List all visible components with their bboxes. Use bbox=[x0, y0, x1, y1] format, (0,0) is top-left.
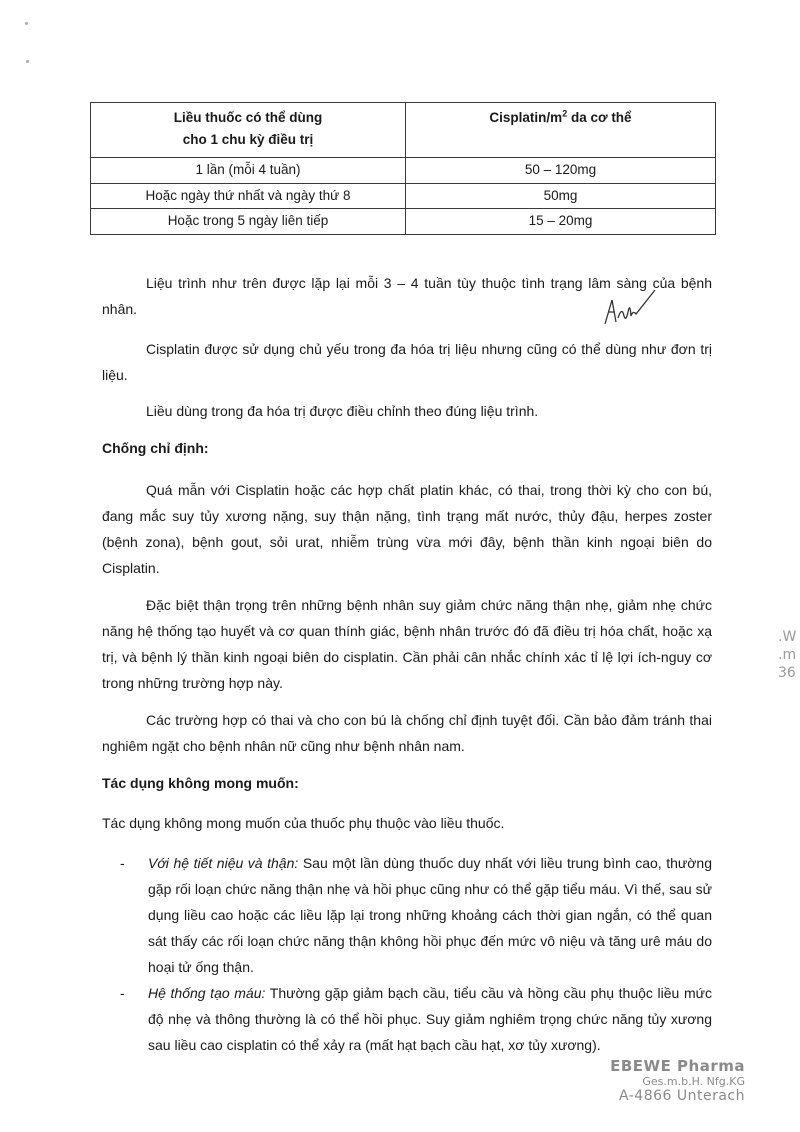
paragraph-side-effects-intro: Tác dụng không mong muốn của thuốc phụ thuộc vào liều thuốc. bbox=[102, 815, 505, 831]
edge-mark: .W bbox=[778, 629, 797, 645]
list-item bbox=[120, 850, 712, 980]
dose-cell: 15 – 20mg bbox=[406, 209, 716, 235]
header-schedule-line2: cho 1 chu kỳ điều trị bbox=[182, 132, 314, 147]
header-schedule-line1: Liều thuốc có thể dùng bbox=[173, 110, 323, 125]
paragraph-contraindications: Quá mẫn với Cisplatin hoặc các hợp chất platin khác, có thai, trong thời kỳ cho con bú, đang mắc suy tủy xương nặng, suy thận nặng, tình trạng mất nước, thủy đậu, herpes zoster (bệnh zona), bệnh gout, sỏi urat, nhiễm trùng vừa mới đây, bệnh thần kinh ngoại biên do Cisplatin. bbox=[102, 482, 712, 576]
table-header-dose bbox=[406, 103, 716, 158]
edge-mark: .m bbox=[778, 647, 797, 663]
paragraph-pregnancy: Các trường hợp có thai và cho con bú là chống chỉ định tuyệt đối. Cần bảo đảm tránh thai nghiêm ngặt cho bệnh nhân nữ cũng như bệnh nhân nam. bbox=[102, 712, 712, 754]
header-dose-prefix: Cisplatin/m bbox=[489, 110, 563, 125]
edge-mark: 36 bbox=[778, 665, 796, 681]
stamp-company-name: EBEWE Pharma bbox=[610, 1057, 745, 1075]
heading-side-effects: Tác dụng không mong muốn: bbox=[102, 775, 299, 791]
paragraph-monotherapy: Cisplatin được sử dụng chủ yếu trong đa hóa trị liệu nhưng cũng có thể dùng như đơn trị liệu. bbox=[102, 341, 712, 383]
stamp-company-form: Ges.m.b.H. Nfg.KG bbox=[642, 1075, 745, 1088]
dose-cell: 50mg bbox=[406, 183, 716, 209]
dosage-table bbox=[90, 102, 716, 235]
list-item bbox=[120, 980, 712, 1058]
handwritten-signature bbox=[600, 282, 660, 332]
bullet-lead: Với hệ tiết niệu và thận: bbox=[148, 855, 299, 871]
scan-dot bbox=[26, 60, 29, 63]
bullet-text: Thường gặp giảm bạch cầu, tiểu cầu và hồng cầu phụ thuộc liều mức độ nhẹ và thông thường là có thể hồi phục. Suy giảm nghiêm trọng chức năng tủy xương sau liều cao cisplatin có thể xảy ra (mất hạt bạch cầu hạt, xơ tủy xương). bbox=[148, 985, 712, 1053]
table-row bbox=[91, 158, 716, 184]
table-row bbox=[91, 209, 716, 235]
dose-cell: 50 – 120mg bbox=[406, 158, 716, 184]
schedule-cell: Hoặc trong 5 ngày liên tiếp bbox=[91, 209, 406, 235]
table-header-schedule bbox=[91, 103, 406, 158]
heading-contraindications: Chống chỉ định: bbox=[102, 440, 209, 456]
schedule-cell: Hoặc ngày thứ nhất và ngày thứ 8 bbox=[91, 183, 406, 209]
table-row bbox=[91, 183, 716, 209]
table-header-row bbox=[91, 103, 716, 158]
stamp-address: A-4866 Unterach bbox=[618, 1088, 745, 1104]
bullet-lead: Hệ thống tạo máu: bbox=[148, 985, 266, 1001]
scan-dot bbox=[25, 22, 28, 25]
side-effects-list bbox=[120, 850, 712, 1058]
edge-stamp-fragment bbox=[778, 628, 796, 682]
paragraph-combination-dosing: Liều dùng trong đa hóa trị được điều chỉnh theo đúng liệu trình. bbox=[146, 403, 539, 419]
header-dose-sup: 2 bbox=[562, 108, 568, 119]
paragraph-cycle-repeat: Liệu trình như trên được lặp lại mỗi 3 – 4 tuần tùy thuộc tình trạng lâm sàng của bệnh nhân. bbox=[102, 275, 712, 317]
paragraph-precautions: Đặc biệt thận trọng trên những bệnh nhân suy giảm chức năng thận nhẹ, giảm nhẹ chức năng hệ thống tạo huyết và cơ quan thính giác, bệnh nhân trước đó đã điều trị hóa chất, hoặc xạ trị, và bệnh lý thần kinh ngoại biên do cisplatin. Cần phải cân nhắc chính xác tỉ lệ lợi ích-nguy cơ trong những trường hợp này. bbox=[102, 597, 712, 691]
bullet-text: Sau một lần dùng thuốc duy nhất với liều trung bình cao, thường gặp rối loạn chức năng thận nhẹ và hồi phục cũng như có thể gặp tiểu máu. Vì thế, sau sử dụng liều cao hoặc các liều lặp lại trong những khoảng cách thời gian ngắn, có thể quan sát thấy các rối loạn chức năng thận không hồi phục đến mức vô niệu và tăng urê máu do hoại tử ống thận. bbox=[148, 855, 713, 975]
bullet-dash: - bbox=[120, 855, 125, 871]
schedule-cell: 1 lần (mỗi 4 tuần) bbox=[91, 158, 406, 184]
header-dose-suffix: da cơ thể bbox=[567, 110, 632, 125]
company-stamp bbox=[610, 1057, 745, 1104]
bullet-dash: - bbox=[120, 985, 125, 1001]
